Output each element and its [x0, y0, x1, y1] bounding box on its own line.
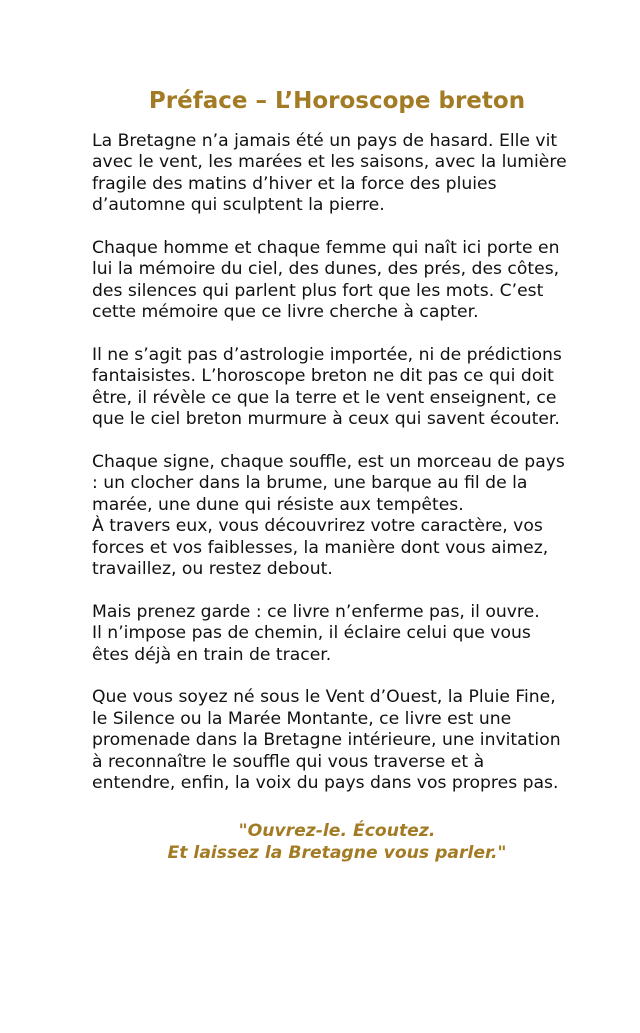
paragraph-2: Chaque homme et chaque femme qui naît ici porte en lui la mémoire du ciel, des dunes, des prés, des côtes, des silences qui parlent plus fort que les mots. C’est cette mémoire que ce livre cherche à capter.: [92, 238, 560, 323]
paragraph-3: Il ne s’agit pas d’astrologie importée, ni de prédictions fantaisistes. L’horoscope breton ne dit pas ce qui doit être, il révèle ce que la terre et le vent enseignent, ce que le ciel breton murmure à ceux qui savent écouter.: [92, 345, 562, 430]
paragraph-5: Mais prenez garde : ce livre n’enferme pas, il ouvre. Il n’impose pas de chemin, il éclaire celui que vous êtes déjà en train de tracer.: [92, 601, 540, 665]
paragraph-4: Chaque signe, chaque souffle, est un morceau de pays : un clocher dans la brume, une barque au fil de la marée, une dune qui résiste aux tempêtes. À travers eux, vous découvrirez votre caractère, vos forces et vos faiblesses, la manière dont vous aimez, travaillez, ou restez debout.: [92, 452, 565, 580]
paragraph-1: La Bretagne n’a jamais été un pays de hasard. Elle vit avec le vent, les marées et les saisons, avec la lumière fragile des matins d’hiver et la force des pluies d’automne qui sculptent la pierre.: [92, 131, 567, 216]
closing-quote: "Ouvrez-le. Écoutez. Et laissez la Bretagne vous parler.": [167, 820, 507, 863]
paragraph-6: Que vous soyez né sous le Vent d’Ouest, la Pluie Fine, le Silence ou la Marée Montante, ce livre est une promenade dans la Bretagne intérieure, une invitation à reconnaître le souffle qui vous traverse et à entendre, enfin, la voix du pays dans vos propres pas.: [92, 687, 561, 794]
body-text: [92, 131, 592, 864]
page-title: Préface – L’Horoscope breton: [148, 88, 526, 114]
